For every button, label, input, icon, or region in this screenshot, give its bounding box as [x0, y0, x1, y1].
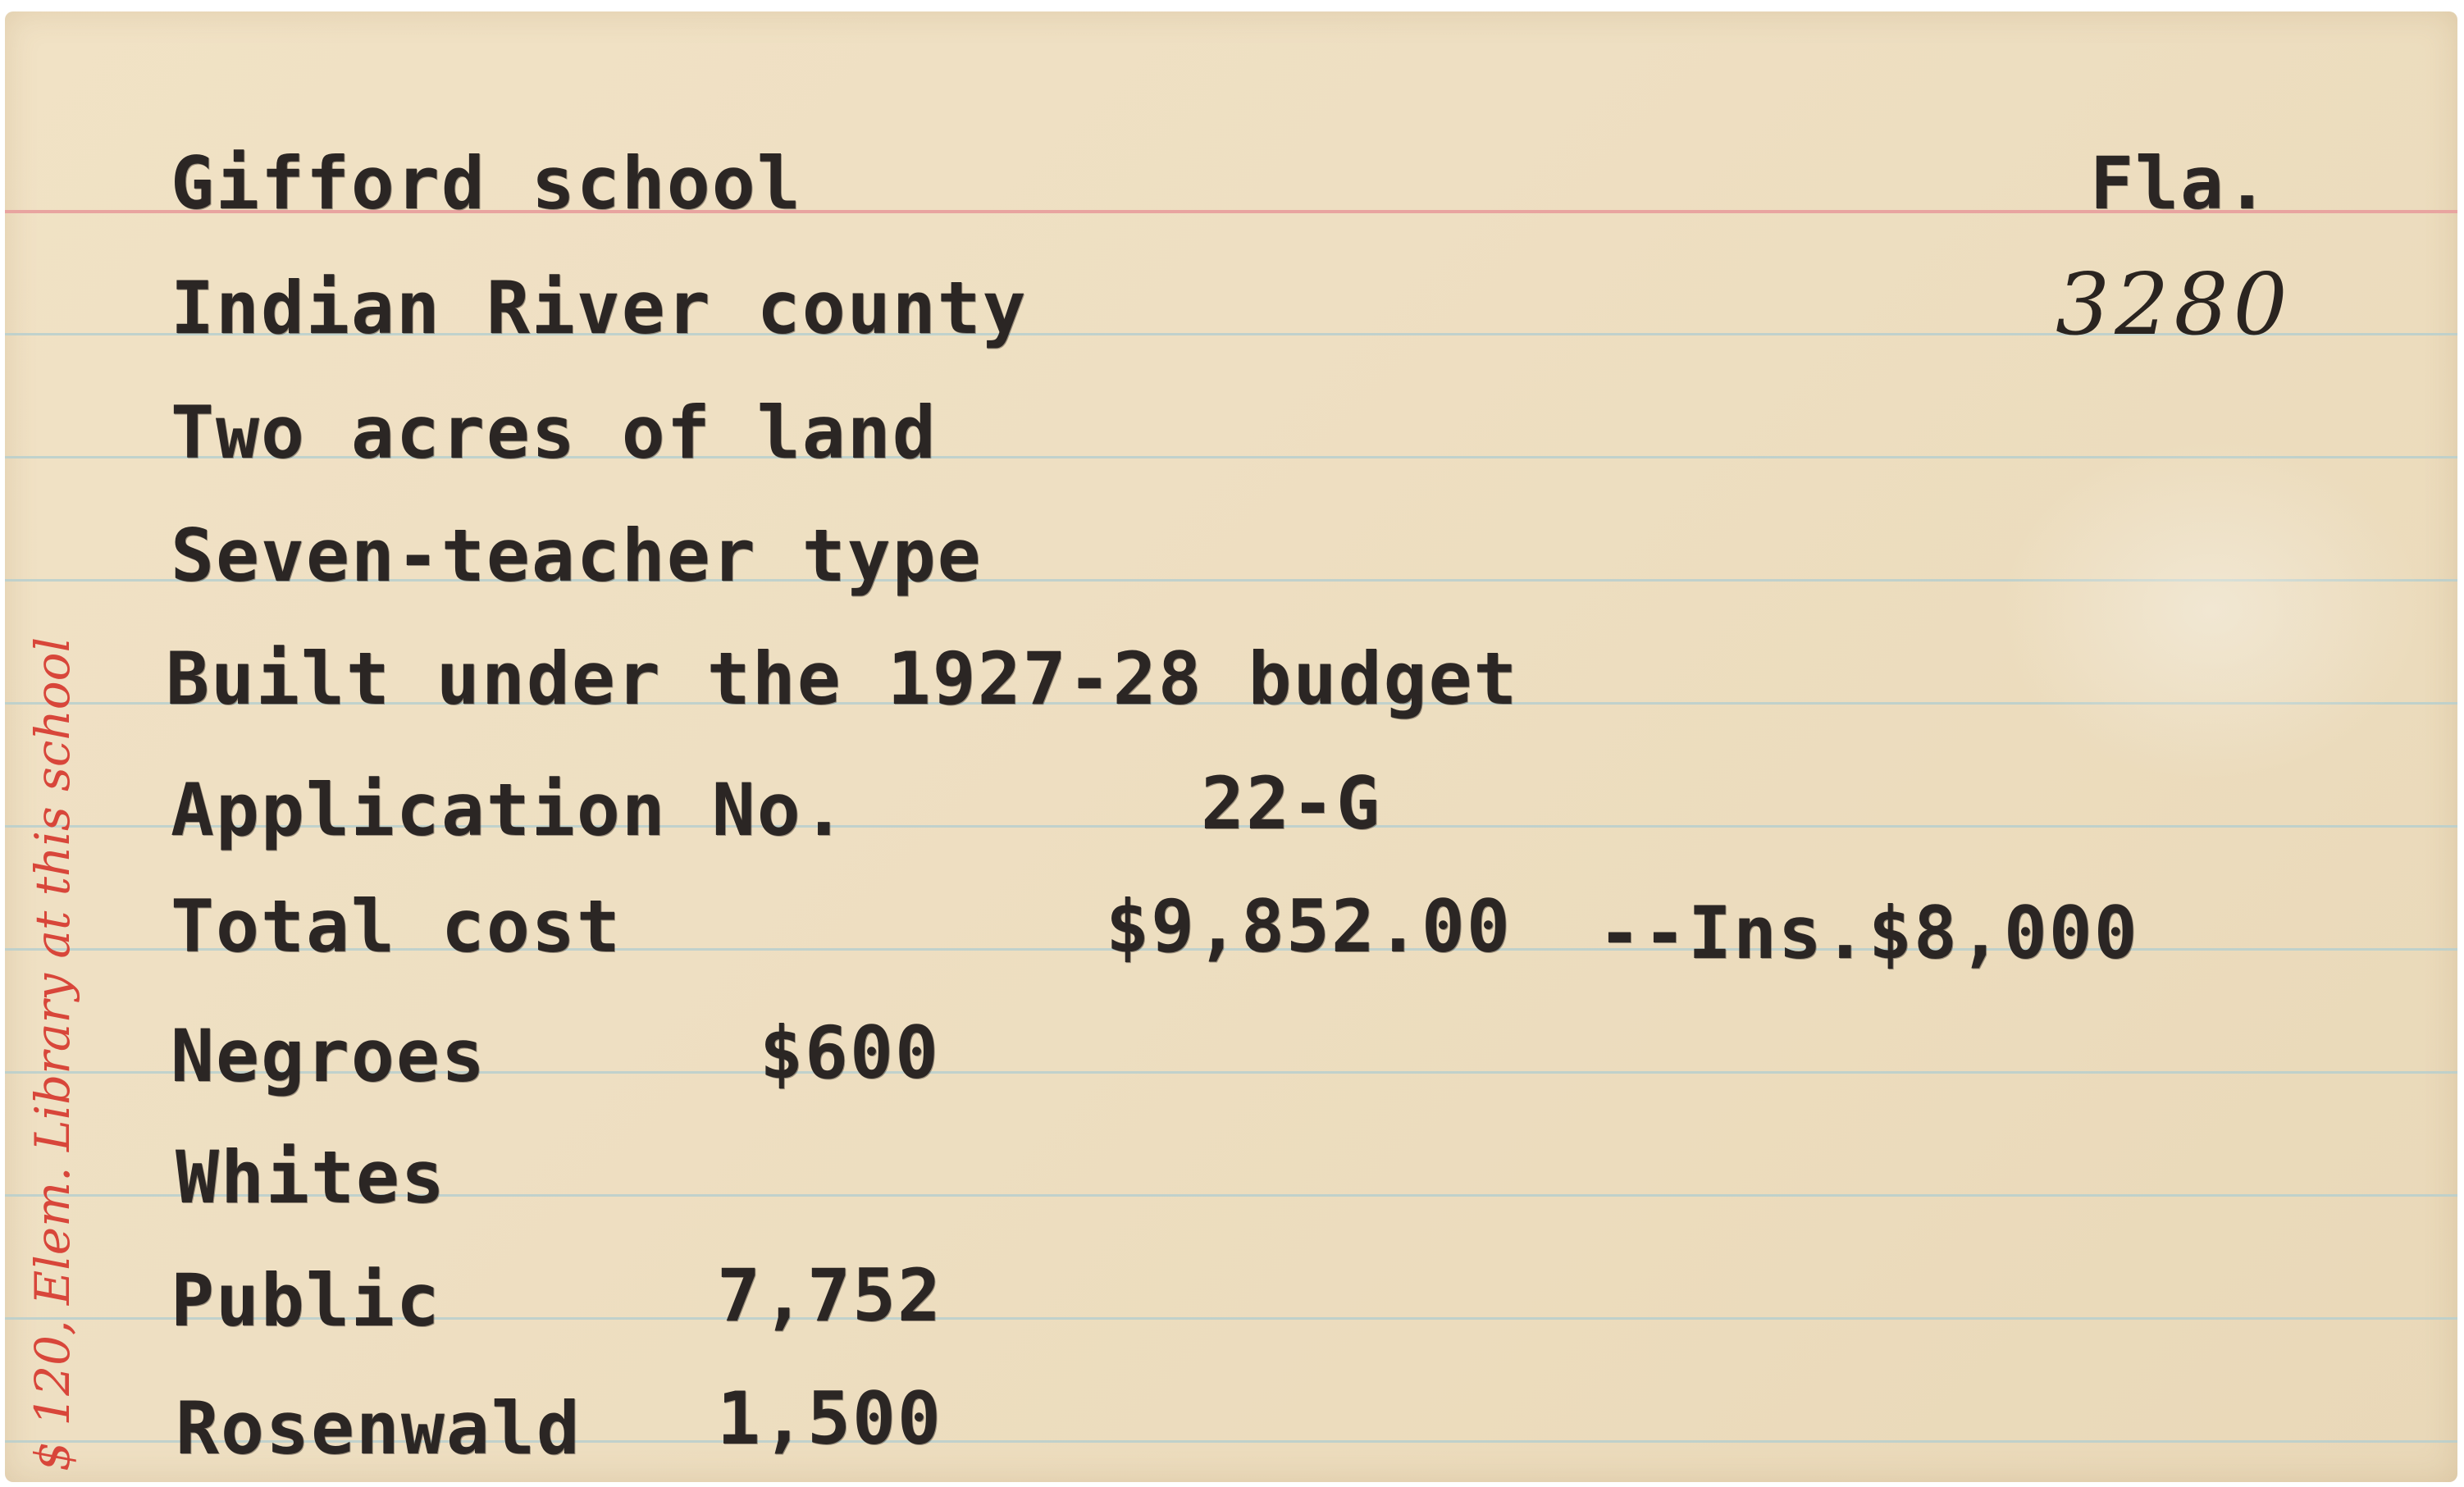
state-abbreviation: Fla. [2090, 141, 2270, 226]
budget-line: Built under the 1927-28 budget [166, 636, 1519, 721]
total-cost-label: Total cost [171, 884, 622, 969]
index-card [5, 11, 2457, 1482]
contribution-value-negroes: $600 [760, 1010, 940, 1095]
application-label: Application No. [171, 768, 847, 852]
handwritten-margin-note: $ 120, Elem. Library at this school [25, 636, 80, 1471]
contribution-label-rosenwald: Rosenwald [176, 1386, 582, 1471]
contribution-label-whites: Whites [176, 1135, 446, 1220]
contribution-value-public: 7,752 [717, 1253, 942, 1338]
handwritten-record-number: 3280 [2056, 254, 2293, 354]
building-type-line: Seven-teacher type [171, 513, 983, 598]
contribution-value-rosenwald: 1,500 [717, 1376, 942, 1461]
county-line: Indian River county [171, 266, 1028, 350]
application-number: 22-G [1201, 761, 1381, 846]
insurance-value: --Ins.$8,000 [1598, 891, 2139, 975]
land-line: Two acres of land [171, 390, 938, 475]
contribution-label-public: Public [171, 1258, 441, 1343]
total-cost-value: $9,852.00 [1106, 884, 1512, 969]
school-name: Gifford school [171, 141, 802, 226]
contribution-label-negroes: Negroes [171, 1014, 486, 1098]
paper-smudge [1998, 438, 2425, 782]
